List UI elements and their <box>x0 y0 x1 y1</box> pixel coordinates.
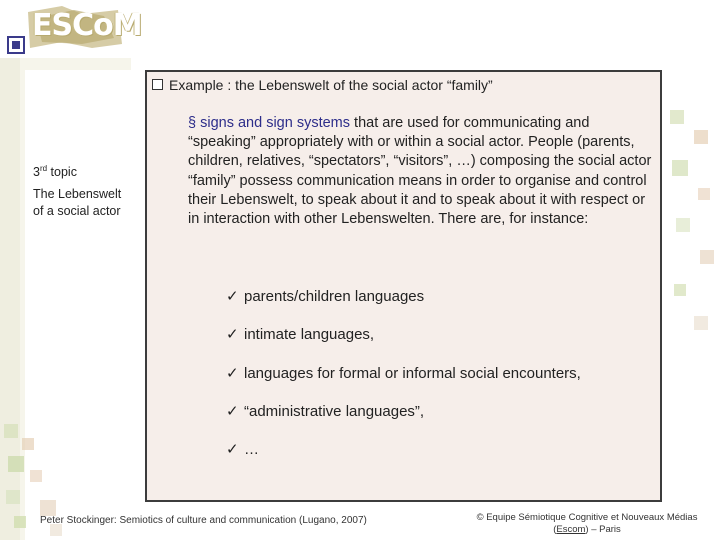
logo <box>22 4 142 52</box>
topic-word: topic <box>47 165 77 180</box>
footer-citation: Peter Stockinger: Semiotics of culture and communication (Lugano, 2007) <box>40 515 367 526</box>
logo-text: ESCoM <box>32 8 142 43</box>
check-item <box>226 325 374 343</box>
footer-copyright <box>452 512 720 536</box>
topic-label <box>33 160 128 181</box>
slide-title-text: Example : the Lebenswelt of the social actor “family” <box>169 77 493 93</box>
check-icon: ✓ <box>226 403 239 420</box>
check-item-text: parents/children languages <box>244 288 425 305</box>
check-item-text: languages for formal or informal social encounters, <box>244 365 581 382</box>
footer-paren-open: ( <box>553 524 557 535</box>
check-item <box>226 287 424 305</box>
escom-link[interactable]: Escom <box>556 524 586 535</box>
highlight-phrase: signs and sign systems <box>200 115 351 131</box>
slide-title <box>152 73 657 97</box>
logo-square-inner <box>12 41 20 49</box>
decorative-squares-right-icon <box>664 100 720 350</box>
check-icon: ✓ <box>226 288 239 305</box>
paragraph-text: that are used for communicating and “speaking” appropriately with or within a social actor. People (parents, children, relatives, “spectators”, “visitors”, …) composing the social actor “family” possess communication means in order to organise and control their Lebenswelt, to speak about it and to speak about it with respect or in interaction with other Lebenswelten. There are, for instance: <box>188 115 652 228</box>
section-bullet-icon: § <box>188 115 197 131</box>
check-item-text: … <box>244 441 259 458</box>
main-paragraph <box>188 114 656 229</box>
square-bullet-icon <box>152 79 163 90</box>
footer-copyright-line: © Equipe Sémiotique Cognitive et Nouveaux Médias <box>476 512 698 523</box>
topic-ordinal-suffix: rd <box>39 164 48 173</box>
footer-copyright-line-2 <box>452 524 720 536</box>
check-icon: ✓ <box>226 441 239 458</box>
check-icon: ✓ <box>226 326 239 343</box>
topic-number: 3 <box>33 165 40 180</box>
check-item-text: “administrative languages”, <box>244 403 425 420</box>
footer-paren-close: ) – Paris <box>585 524 621 535</box>
topic-subtitle: The Lebenswelt of a social actor <box>33 187 122 218</box>
check-item <box>226 364 581 382</box>
check-item <box>226 440 259 458</box>
check-item <box>226 402 424 420</box>
check-item-text: intimate languages, <box>244 326 375 343</box>
check-icon: ✓ <box>226 365 239 382</box>
